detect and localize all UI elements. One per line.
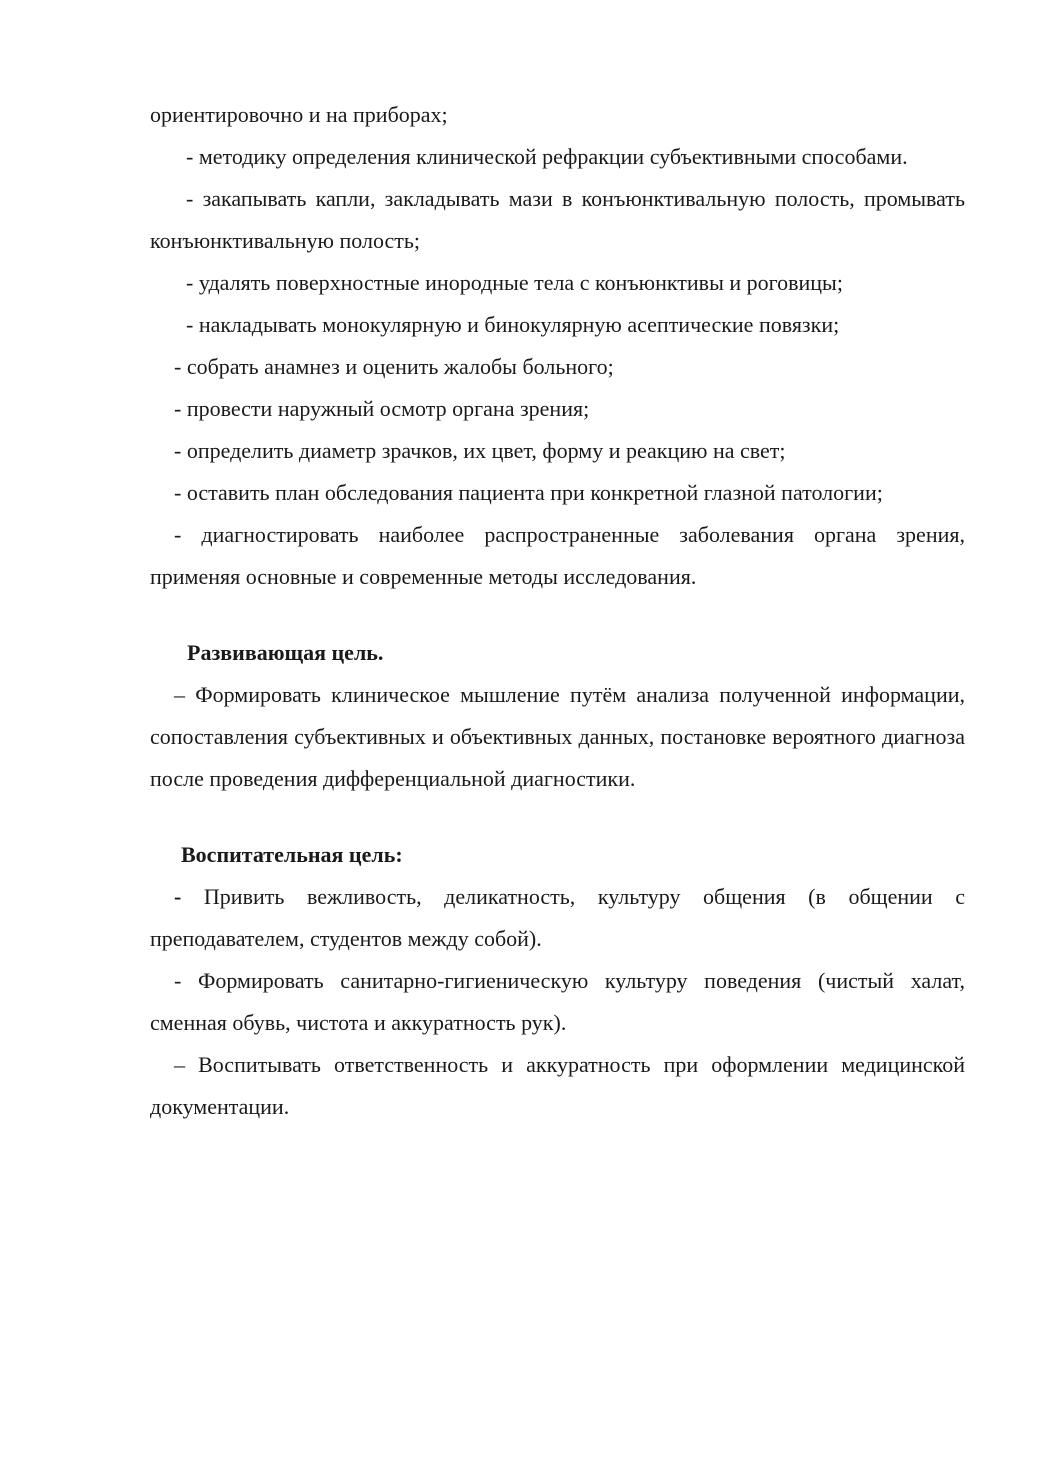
list-item: - Формировать санитарно-гигиеническую культуру поведения (чистый халат, сменная обувь, чистота и аккуратность рук). bbox=[150, 968, 965, 1035]
list-item: – Воспитывать ответственность и аккуратность при оформлении медицинской документации. bbox=[150, 1052, 965, 1119]
list-item: - оставить план обследования пациента при конкретной глазной патологии; bbox=[174, 480, 883, 505]
developing-goal-text: – Формировать клиническое мышление путём анализа полученной информации, сопоставления субъективных и объективных данных, постановке вероятного диагноза после проведения дифференциальной диагностики. bbox=[150, 682, 965, 791]
list-item: - удалять поверхностные инородные тела с конъюнктивы и роговицы; bbox=[186, 270, 843, 295]
section-spacer bbox=[150, 800, 965, 834]
list-item-text: Привить вежливость, деликатность, культуру общения (в общении с преподавателем, студентов между собой). bbox=[150, 884, 966, 951]
educational-goal-heading: Воспитательная цель: bbox=[181, 842, 403, 867]
developing-goal-heading: Развивающая цель. bbox=[187, 640, 384, 665]
list-item: - методику определения клинической рефракции субъективными способами. bbox=[186, 144, 908, 169]
list-item bbox=[150, 876, 965, 960]
list-item: - диагностировать наиболее распространенные заболевания органа зрения, применяя основные и современные методы исследования. bbox=[150, 522, 965, 589]
list-dash: - bbox=[174, 884, 182, 909]
list-item: - определить диаметр зрачков, их цвет, форму и реакцию на свет; bbox=[174, 438, 786, 463]
list-item: - провести наружный осмотр органа зрения; bbox=[174, 396, 590, 421]
list-item: ориентировочно и на приборах; bbox=[150, 102, 448, 127]
document-body bbox=[150, 94, 965, 1128]
list-item: - собрать анамнез и оценить жалобы больного; bbox=[174, 354, 614, 379]
list-item: - закапывать капли, закладывать мази в конъюнктивальную полость, промывать конъюнктивальную полость; bbox=[150, 186, 965, 253]
list-item: - накладывать монокулярную и бинокулярную асептические повязки; bbox=[186, 312, 840, 337]
section-spacer bbox=[150, 598, 965, 632]
